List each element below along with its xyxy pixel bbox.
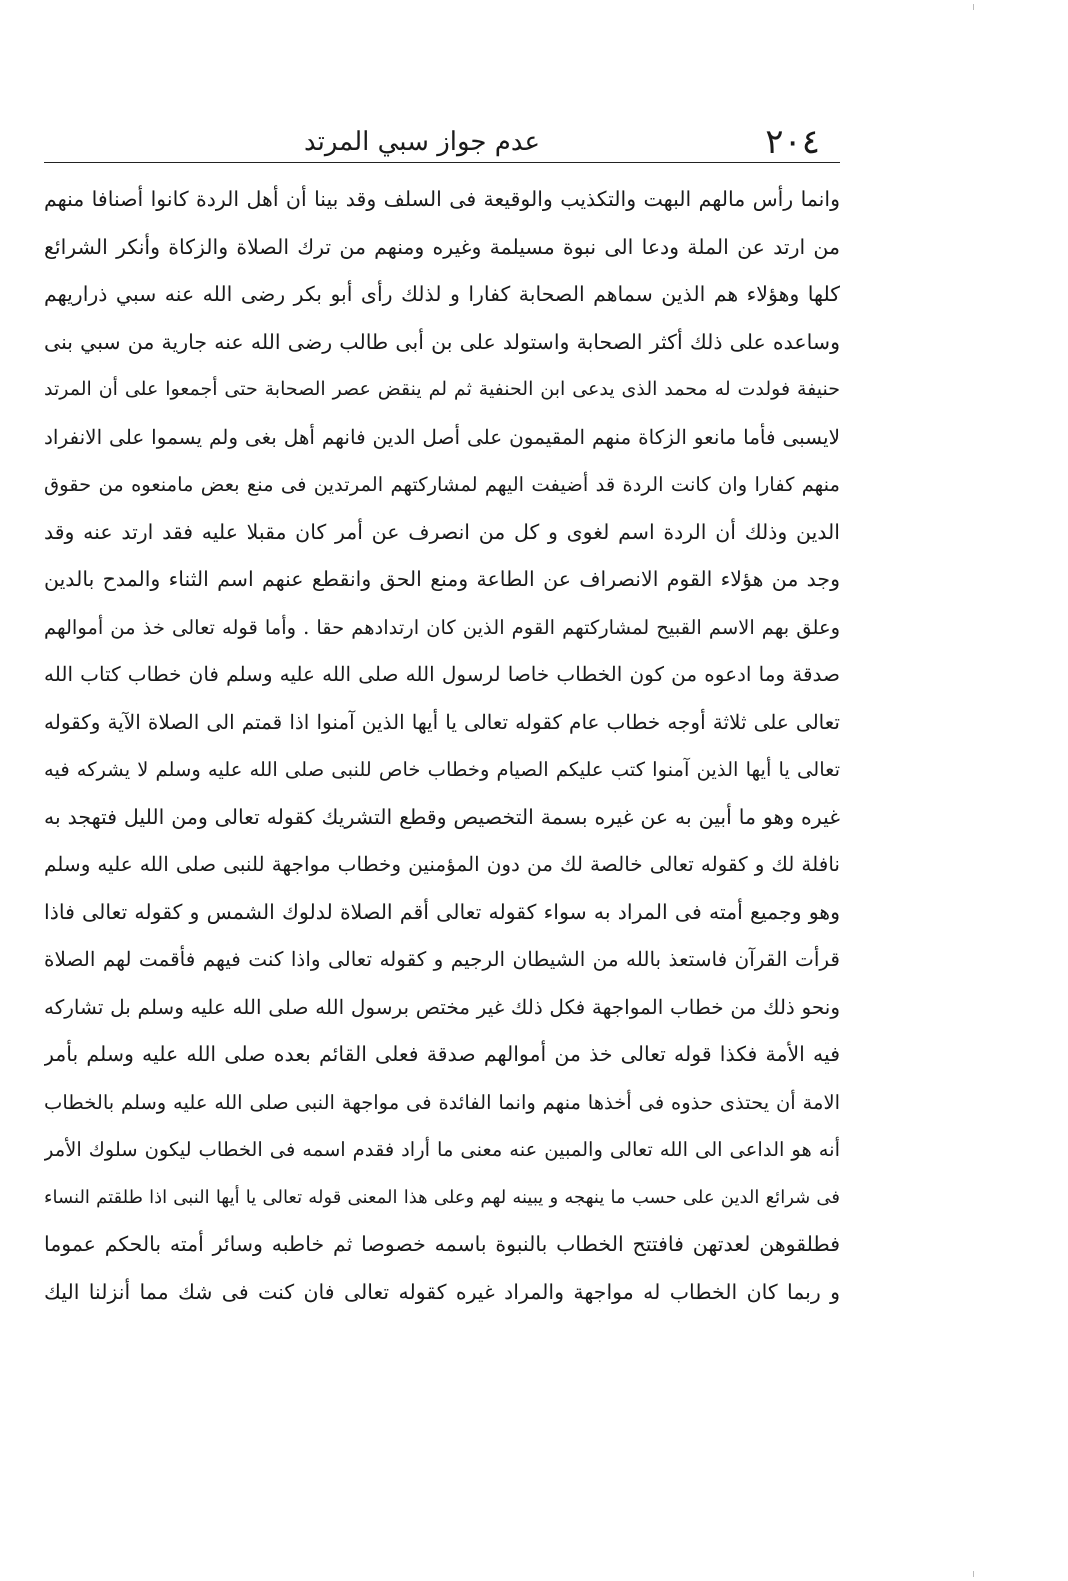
page-number: ٢٠٤ xyxy=(765,122,820,162)
text-line: كلها وهؤلاء هم الذين سماهم الصحابة كفارا و لذلك رأى أبو بكر رضى الله عنه سبي ذراريهم xyxy=(44,282,840,306)
text-line: ونحو ذلك من خطاب المواجهة فكل ذلك غير مختص برسول الله صلى الله عليه وسلم بل تشاركه xyxy=(44,994,840,1019)
text-line: من ارتد عن الملة ودعا الى نبوة مسيلمة وغيره ومنهم من ترك الصلاة والزكاة وأنكر الشرائع xyxy=(44,234,840,259)
text-line: غيره وهو ما أبين به عن غيره بسمة التخصيص وقطع التشريك كقوله تعالى ومن الليل فتهجد به xyxy=(44,804,840,829)
text-line: وانما رأس مالهم البهت والتكذيب والوقيعة فى السلف وقد بينا أن أهل الردة كانوا أصنافا منهم xyxy=(44,187,840,211)
text-line: لايسبى فأما مانعو الزكاة منهم المقيمون على أصل الدين فانهم أهل بغى ولم يسموا على الانفراد xyxy=(44,424,840,449)
text-line: الدين وذلك أن الردة اسم لغوى و كل من انصرف عن أمر كان مقبلا عليه فقد ارتد عنه وقد xyxy=(44,519,840,544)
text-line: صدقة وما ادعوه من كون الخطاب خاصا لرسول الله صلى الله عليه وسلم فان خطاب كتاب الله xyxy=(44,662,840,686)
edge-mark xyxy=(973,1571,974,1577)
text-line: حنيفة فولدت له محمد الذى يدعى ابن الحنفية ثم لم ينقض عصر الصحابة حتى أجمعوا على أن المرتد xyxy=(44,378,840,400)
body-text xyxy=(44,176,840,1316)
text-line: فطلقوهن لعدتهن فافتتح الخطاب بالنبوة باسمه خصوصا ثم خاطبه وسائر أمته بالحكم عموما xyxy=(44,1232,840,1256)
text-line: منهم كفارا وان كانت الردة قد أضيفت اليهم لمشاركتهم المرتدين فى منع بعض مامنعوه من حقوق xyxy=(44,473,840,496)
text-line: وساعده على ذلك أكثر الصحابة واستولد على بن أبى طالب رضى الله عنه جارية من سبي بنى xyxy=(44,329,840,354)
text-line: وعلق بهم الاسم القبيح لمشاركتهم القوم الذين كان ارتدادهم حقا . وأما قوله تعالى خذ من أموالهم xyxy=(44,615,840,639)
page-header xyxy=(44,120,840,164)
text-line: قرأت القرآن فاستعذ بالله من الشيطان الرجيم و كقوله تعالى واذا كنت فيهم فأقمت لهم الصلاة xyxy=(44,947,840,971)
text-line: فى شرائع الدين على حسب ما ينهجه و يبينه لهم وعلى هذا المعنى قوله تعالى يا أيها النبى اذا طلقتم النساء xyxy=(44,1186,840,1208)
text-line: تعالى يا أيها الذين آمنوا كتب عليكم الصيام وخطاب خاص للنبى صلى الله عليه وسلم لا يشركه فيه xyxy=(44,758,840,781)
edge-mark xyxy=(973,4,974,10)
running-title: عدم جواز سبي المرتد xyxy=(303,127,540,157)
text-line: و ربما كان الخطاب له مواجهة والمراد غيره كقوله تعالى فان كنت فى شك مما أنزلنا اليك xyxy=(44,1279,840,1304)
text-line: تعالى على ثلاثة أوجه خطاب عام كقوله تعالى يا أيها الذين آمنوا اذا قمتم الى الصلاة الآية وكقوله xyxy=(44,709,840,734)
text-line: وجد من هؤلاء القوم الانصراف عن الطاعة ومنع الحق وانقطع عنهم اسم الثناء والمدح بالدين xyxy=(44,567,840,591)
text-line: الامة أن يحتذى حذوه فى أخذها منهم وانما الفائدة فى مواجهة النبى صلى الله عليه وسلم بالخطاب xyxy=(44,1090,840,1114)
header-rule xyxy=(44,162,840,163)
text-line: فيه الأمة فكذا قوله تعالى خذ من أموالهم صدقة فعلى القائم بعده صلى الله عليه وسلم بأمر xyxy=(44,1042,840,1066)
text-line: نافلة لك و كقوله تعالى خالصة لك من دون المؤمنين وخطاب مواجهة للنبى صلى الله عليه وسلم xyxy=(44,852,840,876)
text-line: أنه هو الداعى الى الله تعالى والمبين عنه معنى ما أراد فقدم اسمه فى الخطاب ليكون سلوك الأمر xyxy=(44,1138,840,1161)
text-line: وهو وجميع أمته فى المراد به سواء كقوله تعالى أقم الصلاة لدلوك الشمس و كقوله تعالى فاذا xyxy=(44,899,840,924)
